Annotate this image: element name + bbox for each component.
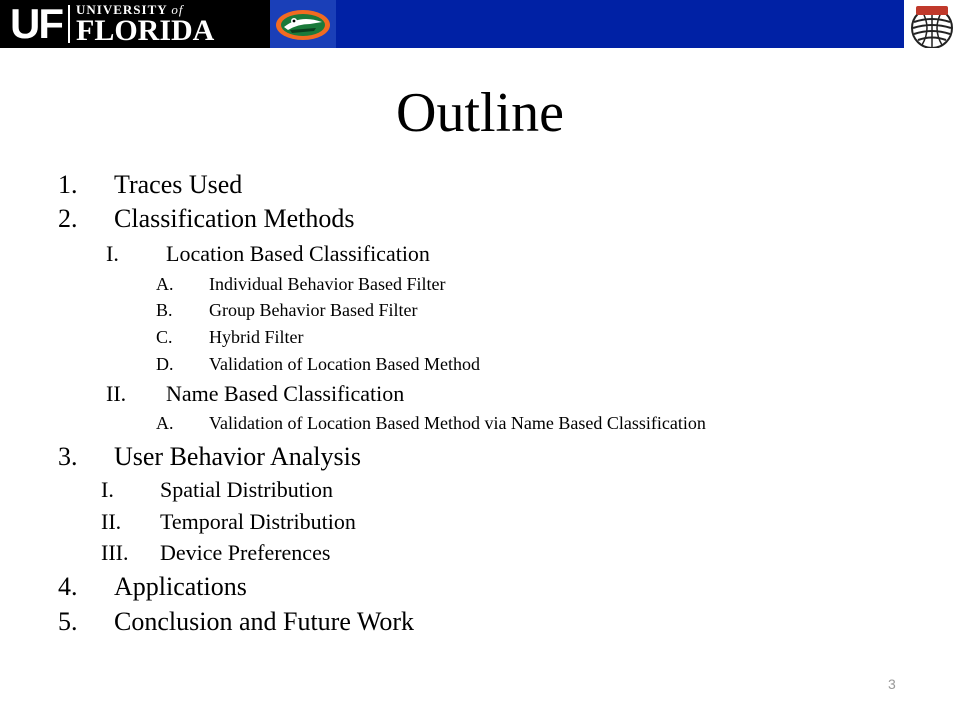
outline-text: Conclusion and Future Work: [114, 607, 415, 636]
outline-item-3-i: [101, 476, 333, 504]
uf-logo-mark: UF: [10, 0, 62, 47]
outline-text: Hybrid Filter: [209, 327, 304, 347]
uf-logo: [0, 0, 270, 48]
outline-item-3: [58, 441, 361, 473]
outline-marker: I.: [106, 241, 119, 266]
outline-marker: 3.: [58, 442, 78, 471]
outline-text: Location Based Classification: [166, 241, 430, 266]
outline-marker: A.: [156, 413, 174, 433]
slide-title: Outline: [396, 82, 564, 144]
outline-item-1: [58, 169, 243, 201]
outline-item-2-i-b: [156, 298, 418, 322]
gator-icon: [270, 0, 336, 48]
globe-icon: [904, 0, 960, 48]
outline-text: Validation of Location Based Method via Name Based Classification: [209, 413, 706, 433]
nomads-logo: [904, 0, 960, 48]
outline-marker: II.: [101, 509, 122, 534]
outline-item-2-i-a: [156, 272, 446, 296]
outline-marker: C.: [156, 327, 173, 347]
outline-marker: II.: [106, 381, 127, 406]
outline-item-3-ii: [101, 508, 356, 536]
outline-text: Applications: [114, 572, 247, 601]
outline-text: Spatial Distribution: [160, 477, 333, 502]
outline-marker: I.: [101, 477, 114, 502]
outline-item-2-ii: [106, 380, 405, 408]
outline-text: User Behavior Analysis: [114, 442, 361, 471]
header-bar: [0, 0, 960, 48]
uf-logo-florida: FLORIDA: [76, 13, 215, 47]
outline-text: Group Behavior Based Filter: [209, 300, 418, 320]
outline-item-5: [58, 606, 415, 638]
outline-text: Device Preferences: [160, 540, 331, 565]
outline-marker: 2.: [58, 204, 78, 233]
outline-text: Temporal Distribution: [160, 509, 356, 534]
outline-item-4: [58, 571, 247, 603]
outline-marker: A.: [156, 274, 174, 294]
outline-marker: 1.: [58, 170, 78, 199]
outline-item-2-i-c: [156, 325, 304, 349]
page-number: 3: [888, 676, 896, 692]
outline-text: Name Based Classification: [166, 381, 405, 406]
outline-item-2: [58, 203, 355, 235]
outline-text: Validation of Location Based Method: [209, 354, 480, 374]
outline-marker: B.: [156, 300, 173, 320]
gator-logo: [270, 0, 336, 48]
outline-item-3-iii: [101, 539, 331, 567]
outline-item-2-ii-a: [156, 411, 706, 435]
uf-logo-divider: [68, 5, 70, 43]
outline-text: Classification Methods: [114, 204, 355, 233]
outline-text: Traces Used: [114, 170, 243, 199]
outline-item-2-i: [106, 240, 430, 268]
uf-logo-university: UNIVERSITY of: [76, 1, 184, 17]
outline-item-2-i-d: [156, 352, 480, 376]
outline-marker: 5.: [58, 607, 78, 636]
outline-marker: 4.: [58, 572, 78, 601]
outline-marker: D.: [156, 354, 174, 374]
outline-marker: III.: [101, 540, 129, 565]
uf-logo-wordmark: [76, 3, 214, 46]
outline-text: Individual Behavior Based Filter: [209, 274, 446, 294]
